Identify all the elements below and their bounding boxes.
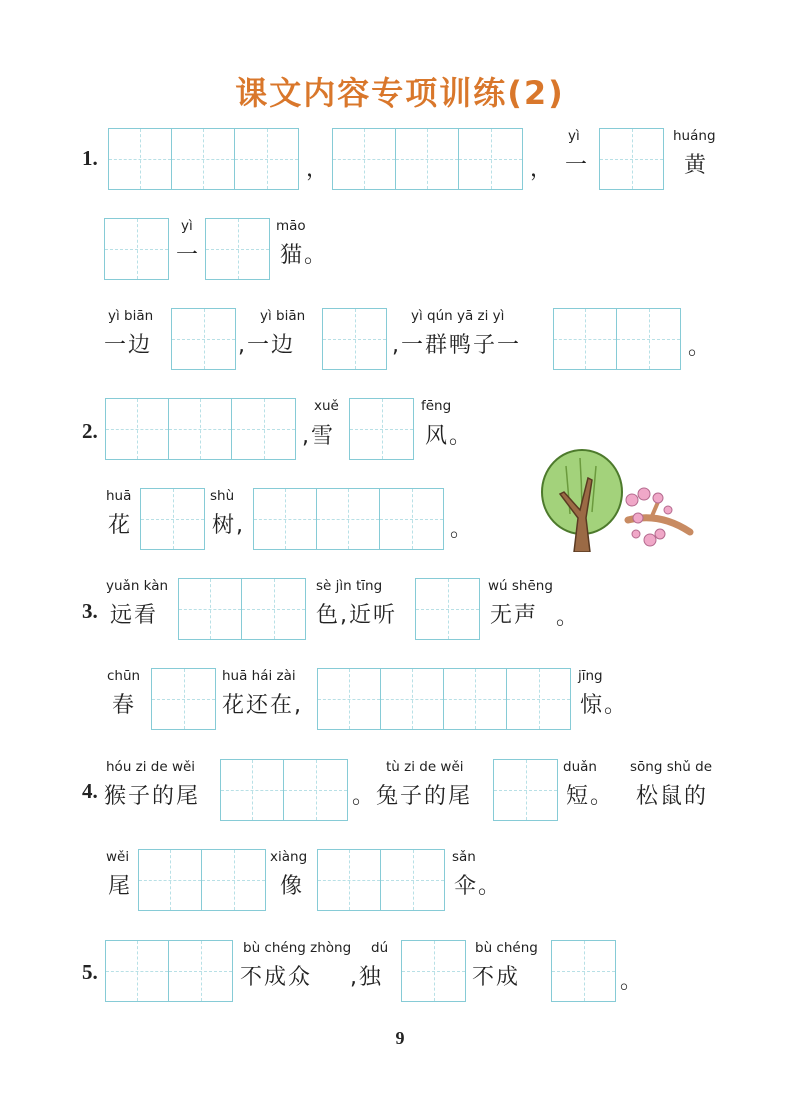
question-number-1: 1.	[82, 146, 98, 170]
q3-char-chun: 春	[112, 693, 137, 718]
q1-yibian-2: ,一边	[238, 333, 295, 358]
q2-char-feng: 风。	[425, 424, 474, 449]
question-number-2: 2.	[82, 419, 98, 443]
pinyin-houzi: hóu zi de wěi	[106, 759, 196, 775]
pinyin-huang: huáng	[673, 128, 716, 144]
answer-grid-q4-b[interactable]	[493, 759, 558, 821]
q3-wusheng: 无声	[490, 603, 539, 628]
answer-grid-q1-c[interactable]	[599, 128, 664, 190]
pinyin-shu: shù	[210, 488, 235, 504]
answer-grid-q4-a[interactable]	[220, 759, 348, 821]
q1-char-mao: 猫。	[280, 243, 329, 268]
answer-grid-q1-h[interactable]	[553, 308, 681, 370]
q4-char-san: 伞。	[454, 874, 503, 899]
pinyin-jing: jīng	[578, 668, 603, 684]
q5-buchengzhong: 不成众	[240, 965, 313, 990]
q5-bucheng: 不成	[472, 965, 521, 990]
q1-comma-1: ，	[306, 157, 331, 182]
answer-grid-q1-g[interactable]	[322, 308, 387, 370]
pinyin-tuzi: tù zi de wěi	[386, 759, 464, 775]
q4-songshu: 松鼠的	[636, 784, 709, 809]
pinyin-yibian-2: yì biān	[260, 308, 306, 324]
q3-huahaizai: 花还在,	[222, 693, 303, 718]
q3-char-jing: 惊。	[580, 693, 629, 718]
pinyin-yibian-1: yì biān	[108, 308, 154, 324]
pinyin-huahaizai: huā hái zài	[222, 668, 296, 684]
q4-char-xiang: 像	[280, 874, 305, 899]
answer-grid-q4-c[interactable]	[138, 849, 266, 911]
pinyin-feng: fēng	[421, 398, 452, 414]
pinyin-se-jinting: sè jìn tīng	[316, 578, 383, 594]
answer-grid-q1-b[interactable]	[332, 128, 523, 190]
answer-grid-q2-b[interactable]	[349, 398, 414, 460]
page-number: 9	[395, 1028, 405, 1048]
q5-end: 。	[620, 969, 645, 994]
pinyin-chun: chūn	[107, 668, 141, 684]
pinyin-xue: xuě	[314, 398, 339, 414]
pinyin-xiang: xiàng	[270, 849, 308, 865]
answer-grid-q1-e[interactable]	[205, 218, 270, 280]
q2-char-shu: 树,	[212, 513, 245, 538]
q4-houzi: 猴子的尾	[104, 784, 201, 809]
answer-grid-q1-a[interactable]	[108, 128, 299, 190]
pinyin-san: sǎn	[452, 849, 476, 865]
answer-grid-q5-a[interactable]	[105, 940, 233, 1002]
page-title: 课文内容专项训练(2)	[235, 74, 565, 112]
answer-grid-q5-c[interactable]	[551, 940, 616, 1002]
pinyin-yi: yì	[568, 128, 580, 144]
pinyin-bucheng: bù chéng	[475, 940, 538, 956]
pinyin-songshu: sōng shǔ de	[630, 759, 713, 775]
q4-char-duan: 短。	[566, 784, 615, 809]
answer-grid-q2-a[interactable]	[105, 398, 296, 460]
answer-grid-q3-a[interactable]	[178, 578, 306, 640]
answer-grid-q2-d[interactable]	[253, 488, 444, 550]
answer-grid-q5-b[interactable]	[401, 940, 466, 1002]
pinyin-buchengzhong: bù chéng zhòng	[243, 940, 352, 956]
pinyin-hua: huā	[106, 488, 132, 504]
question-number-5: 5.	[82, 960, 98, 984]
question-number-3: 3.	[82, 599, 98, 623]
pinyin-yuankan: yuǎn kàn	[106, 578, 169, 594]
q2-end: 。	[450, 517, 475, 542]
answer-grid-q2-c[interactable]	[140, 488, 205, 550]
pinyin-duan: duǎn	[563, 759, 597, 775]
pinyin-yiqun: yì qún yā zi yì	[411, 308, 505, 324]
answer-grid-q3-c[interactable]	[151, 668, 216, 730]
pinyin-mao: māo	[276, 218, 306, 234]
tree-and-blossom-illustration	[540, 448, 696, 552]
pinyin-wusheng: wú shēng	[488, 578, 553, 594]
question-number-4: 4.	[82, 779, 98, 803]
q2-char-xue: ,雪	[302, 424, 335, 449]
pinyin-wei: wěi	[106, 849, 130, 865]
q1-yiqun: ,一群鸭子一	[392, 333, 521, 358]
q2-char-hua: 花	[108, 513, 133, 538]
pinyin-yi-2: yì	[181, 218, 193, 234]
q3-se-jinting: 色,近听	[316, 603, 397, 628]
q5-char-du: ,独	[350, 965, 383, 990]
answer-grid-q3-d[interactable]	[317, 668, 571, 730]
answer-grid-q4-d[interactable]	[317, 849, 445, 911]
q1-char-huang: 黄	[684, 153, 709, 178]
pinyin-du: dú	[371, 940, 389, 956]
q1-char-yi-2: 一	[176, 243, 201, 268]
q3-yuankan: 远看	[110, 603, 159, 628]
q4-char-wei: 尾	[108, 874, 133, 899]
q1-comma-2: ，	[530, 157, 555, 182]
q3-end-1: 。	[556, 605, 581, 630]
q1-yibian-1: 一边	[104, 333, 153, 358]
q1-char-yi: 一	[565, 153, 590, 178]
answer-grid-q3-b[interactable]	[415, 578, 480, 640]
q4-tuzi: 。兔子的尾	[352, 784, 473, 809]
answer-grid-q1-d[interactable]	[104, 218, 169, 280]
q1-end: 。	[688, 335, 713, 360]
answer-grid-q1-f[interactable]	[171, 308, 236, 370]
